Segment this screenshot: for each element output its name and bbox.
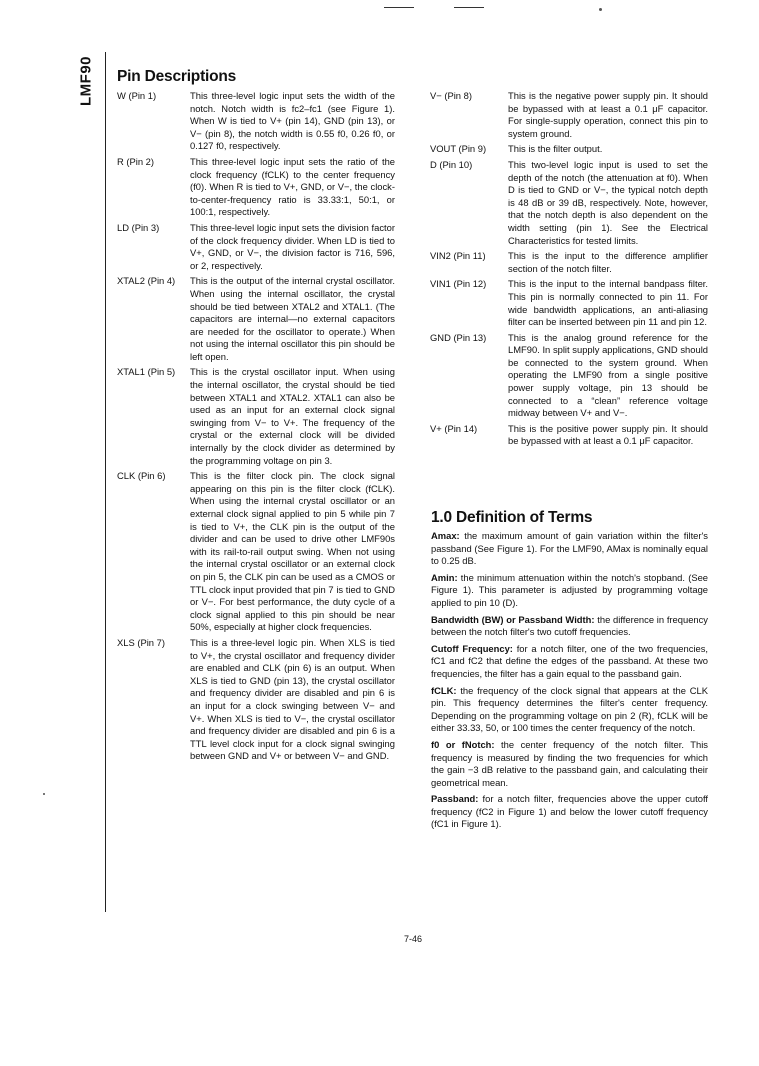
pin-description: This is the analog ground reference for the LMF90. In split supply applications, GND should be connected to the system ground. When operating the LMF90 from a single positive power supply voltage, pin 13 should be connected to a “clean” reference voltage midway between V+ and V−. xyxy=(508,331,708,419)
pin-name: D (Pin 10) xyxy=(430,158,473,170)
term-definition: the frequency of the clock signal that appears at the CLK pin. This frequency determines the filter's center frequency. Depending on the programming voltage on pin 2 (R), fCLK will be either 33.33, 50, or 100 times the center frequency of the notch. xyxy=(431,684,708,734)
pin-table-right xyxy=(430,90,708,451)
pin-row xyxy=(430,423,708,448)
pin-description: This is the filter output. xyxy=(508,143,603,155)
pin-description: This is the input to the difference amplifier section of the notch filter. xyxy=(508,250,708,274)
sidebar-part-number: LMF90 xyxy=(77,55,95,106)
pin-description: This is a three-level logic pin. When XLS is tied to V+, the crystal oscillator and frequency divider are enabled and CLK (pin 6) is an output. When XLS is tied to GND (pin 13), the crystal oscillator and frequency divider are disabled and pin 6 is an input for a clock swinging between V− and V+. When XLS is tied to V−, the crystal oscillator and frequency divider are disabled and pin 6 is a TTL level clock input for a clock signal swinging between GND and V+ or between V− and GND. xyxy=(190,636,395,762)
header-rule-left xyxy=(384,7,414,8)
pin-description: This is the filter clock pin. The clock signal appearing on this pin is the filter clock (fCLK). When using the internal crystal oscillator or an external clock signal applied to pin 5 while pin 7 is tied to V+, the CLK pin is the output of the divider and can be used to drive other LMF90s with its rail-to-rail output swing. When not using the internal crystal oscillator or an external clock on pin 5, the CLK pin can be used as a CMOS or TTL clock input provided that pin 7 is tied to GND or V−. For best performance, the duty cycle of a clock signal applied to this pin should be near 50%, especially at higher clock frequencies. xyxy=(190,470,395,633)
pin-row xyxy=(117,470,395,634)
pin-description: This is the crystal oscillator input. When using the internal oscillator, the crystal should be tied between XTAL1 and XTAL2. XTAL1 can also be used as an input for an external clock signal swinging from V− to V+. The frequency of the crystal or the external clock will be divided internally by the clock divider as determined by the programming voltage on pin 3. xyxy=(190,366,395,466)
pin-row xyxy=(117,366,395,467)
term-definition: the maximum amount of gain variation within the filter's passband (See Figure 1). For the LMF90, AMax is nominally equal to 0.25 dB. xyxy=(431,530,708,567)
pin-name: V− (Pin 8) xyxy=(430,90,472,101)
term-name: fCLK: xyxy=(431,684,457,696)
pin-row xyxy=(430,278,708,328)
term-definition: the center frequency of the notch filter. This frequency is measured by finding the two frequencies for which the gain −3 dB relative to the passband gain, and calculating their geometrical mean. xyxy=(431,738,708,788)
pin-description: This three-level logic input sets the width of the notch. Notch width is fc2–fc1 (see Figure 1). When W is tied to V+ (pin 14), GND (pin 13), or V− (pin 8), the notch width is 0.55 f0, 0.26 f0, or 0.127 f0, respectively. xyxy=(190,90,395,152)
pin-row xyxy=(430,143,708,156)
term-name: Cutoff Frequency: xyxy=(431,642,513,654)
term-entry xyxy=(431,643,708,681)
margin-speck xyxy=(43,793,45,795)
term-name: Amax: xyxy=(431,530,460,541)
pin-row xyxy=(117,156,395,219)
pin-table-left xyxy=(117,90,395,766)
pin-name: VIN1 (Pin 12) xyxy=(430,278,487,290)
pin-row xyxy=(117,90,395,153)
term-definition: for a notch filter, one of the two frequencies, fC1 and fC2 that define the edges of the passband. At these two frequencies, the filter has a gain equal to the passband gain. xyxy=(431,642,708,679)
pin-row xyxy=(117,275,395,363)
pin-row xyxy=(117,637,395,763)
header-rule-right xyxy=(454,7,484,8)
pin-row xyxy=(430,159,708,247)
pin-description: This is the positive power supply pin. It should be bypassed with at least a 0.1 μF capacitor. xyxy=(508,422,708,447)
pin-row xyxy=(430,250,708,275)
pin-description: This is the output of the internal crystal oscillator. When using the internal oscillator, the crystal should be tied between XTAL2 and XTAL1. (The capacitors are internal—no external capacitors are needed for the oscillator to operate.) When not using the internal oscillator this pin should be left open. xyxy=(190,275,395,362)
pin-row xyxy=(117,222,395,272)
pin-name: CLK (Pin 6) xyxy=(117,470,166,482)
term-definition: for a notch filter, frequencies above the upper cutoff frequency (fC2 in Figure 1) and below the lower cutoff frequency (fC1 in Figure 1). xyxy=(431,793,708,830)
term-entry xyxy=(431,614,708,639)
pin-name: R (Pin 2) xyxy=(117,155,154,167)
pin-row xyxy=(430,332,708,420)
term-entry xyxy=(431,685,708,735)
pin-name: XLS (Pin 7) xyxy=(117,636,165,648)
pin-description: This three-level logic input sets the division factor of the clock frequency divider. When LD is tied to V+, GND, or V−, the division factor is 716, 596, or 2, respectively. xyxy=(190,221,395,271)
term-name: Bandwidth (BW) or Passband Width: xyxy=(431,613,595,625)
pin-name: XTAL1 (Pin 5) xyxy=(117,366,176,378)
pin-description: This is the input to the internal bandpass filter. This pin is normally connected to pin 11. For wide bandwidth applications, an anti-aliasing filter can be inserted between pin 11 and pin 12. xyxy=(508,278,708,328)
page-number: 7-46 xyxy=(404,934,423,944)
pin-description: This three-level logic input sets the ratio of the clock frequency (fCLK) to the center frequency (f0). When R is tied to V+, GND, or V−, the clock-to-center-frequency ratio is 33.33:1, 50:1, or 100:1, respectively. xyxy=(190,155,395,218)
pin-name: VOUT (Pin 9) xyxy=(430,143,487,155)
pin-name: VIN2 (Pin 11) xyxy=(430,250,486,262)
pin-description: This is the negative power supply pin. It should be bypassed with at least a 0.1 μF capacitor. For single-supply operation, connect this pin to system ground. xyxy=(508,90,708,139)
term-name: Passband: xyxy=(431,793,479,805)
term-definition: the difference in frequency between the notch filter's two cutoff frequencies. xyxy=(431,613,708,638)
definition-of-terms-title: 1.0 Definition of Terms xyxy=(431,509,593,526)
header-dot xyxy=(599,8,602,11)
pin-name: LD (Pin 3) xyxy=(117,221,160,233)
pin-name: GND (Pin 13) xyxy=(430,331,487,343)
term-entry xyxy=(431,793,708,831)
term-entry xyxy=(431,739,708,789)
term-definition: the minimum attenuation within the notch's stopband. (See Figure 1). This parameter is adjusted by programming voltage applied to pin 10 (D). xyxy=(431,571,708,608)
pin-name: XTAL2 (Pin 4) xyxy=(117,275,176,287)
pin-descriptions-title: Pin Descriptions xyxy=(117,68,237,85)
term-name: Amin: xyxy=(431,571,458,583)
pin-name: W (Pin 1) xyxy=(117,90,157,101)
margin-rule xyxy=(105,52,106,912)
pin-name: V+ (Pin 14) xyxy=(430,422,478,434)
term-entry xyxy=(431,530,708,568)
pin-description: This two-level logic input is used to set the depth of the notch (the attenuation at f0). When D is tied to GND or V−, the typical notch depth is 48 dB or 39 dB, respectively. Note, however, that the notch depth is also dependent on the width setting (pin 1). See the Electrical Characteristics for tested limits. xyxy=(508,158,708,246)
pin-row xyxy=(430,90,708,140)
terms-list xyxy=(431,530,708,835)
term-name: f0 or fNotch: xyxy=(431,738,495,750)
term-entry xyxy=(431,572,708,610)
